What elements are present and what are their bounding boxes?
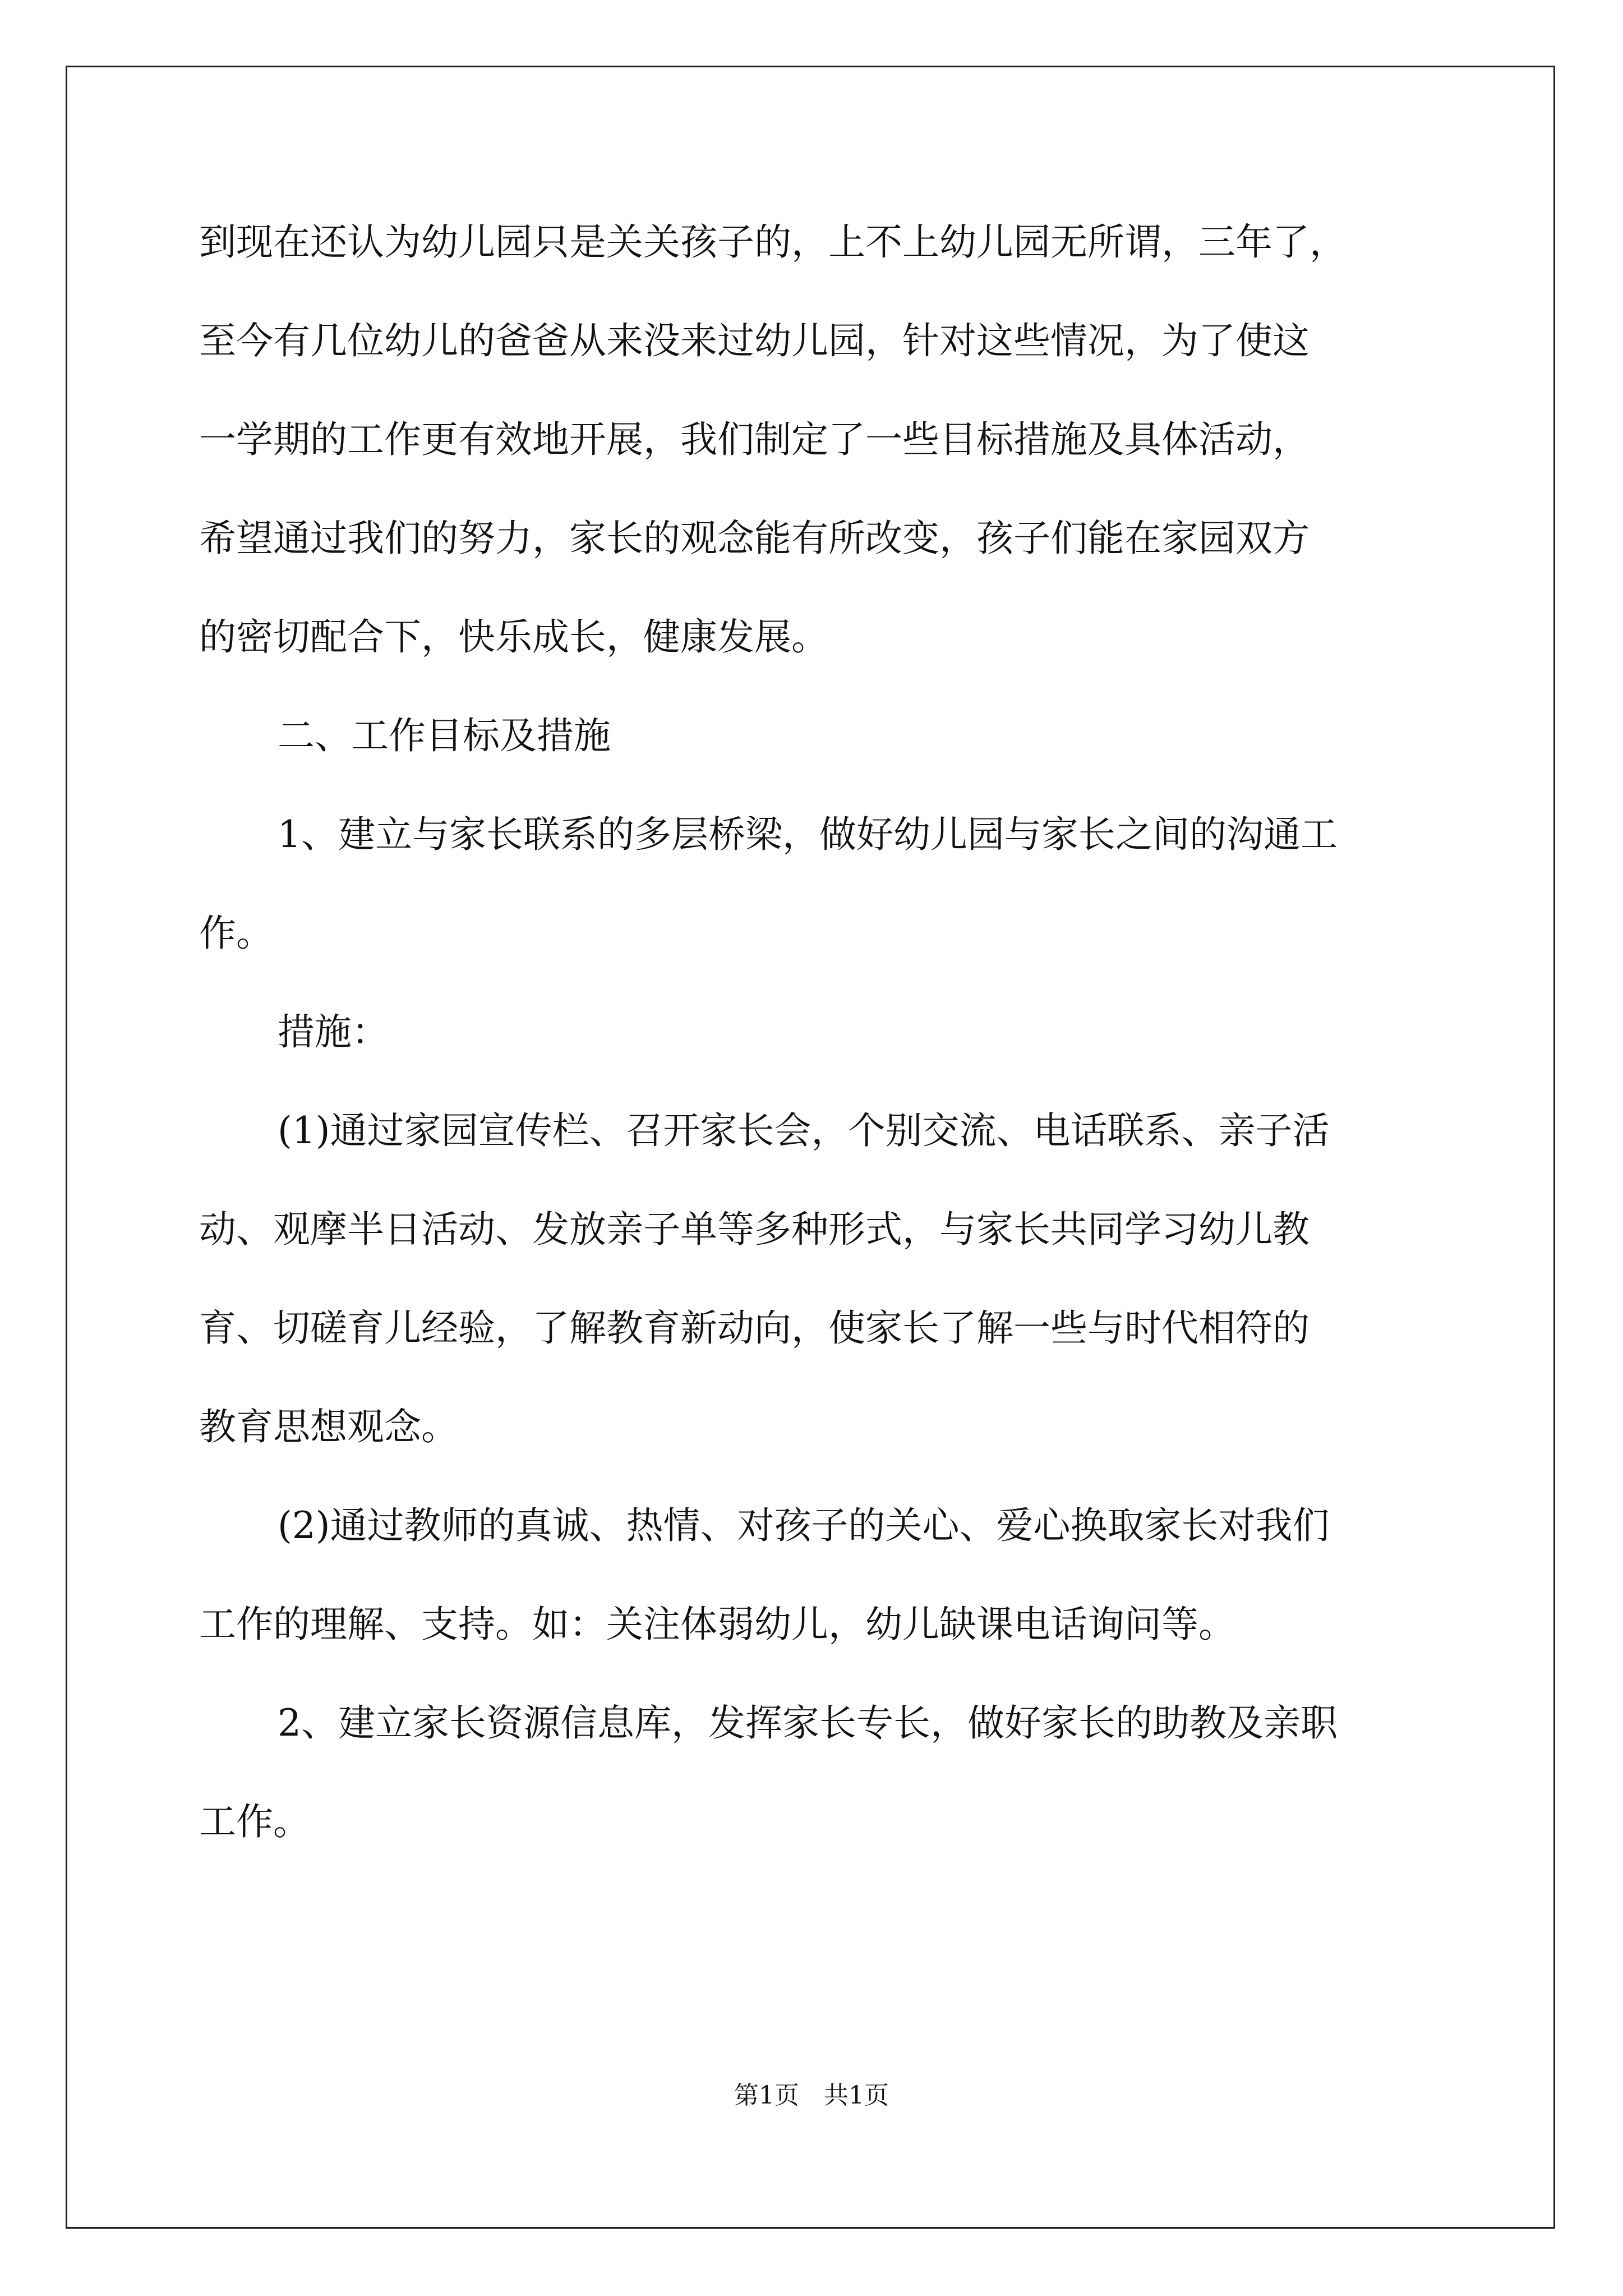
text-line: 的密切配合下，快乐成长，健康发展。 xyxy=(199,615,828,659)
text-line: 希望通过我们的努力，家长的观念能有所改变，孩子们能在家园双方 xyxy=(199,517,1310,560)
section-heading: 二、工作目标及措施 xyxy=(278,714,611,757)
text-line: 动、观摩半日活动、发放亲子单等多种形式，与家长共同学习幼儿教 xyxy=(199,1208,1310,1251)
text-line: 措施： xyxy=(278,1010,389,1053)
text-line: 1、建立与家长联系的多层桥梁，做好幼儿园与家长之间的沟通工 xyxy=(278,813,1338,856)
text-line: 一学期的工作更有效地开展，我们制定了一些目标措施及具体活动， xyxy=(199,418,1310,461)
text-line: 作。 xyxy=(199,912,273,955)
text-line: 2、建立家长资源信息库，发挥家长专长，做好家长的助教及亲职 xyxy=(278,1701,1338,1745)
page-footer xyxy=(0,2079,1623,2113)
text-line: 工作。 xyxy=(199,1800,310,1843)
text-line: 教育思想观念。 xyxy=(199,1405,458,1448)
text-line: 育、切磋育儿经验，了解教育新动向，使家长了解一些与时代相符的 xyxy=(199,1306,1310,1350)
text-line: 到现在还认为幼儿园只是关关孩子的，上不上幼儿园无所谓，三年了， xyxy=(199,220,1347,264)
page-number: 第1页 xyxy=(734,2081,799,2110)
text-line: 工作的理解、支持。如：关注体弱幼儿，幼儿缺课电话询问等。 xyxy=(199,1603,1235,1646)
page-total: 共1页 xyxy=(824,2081,889,2110)
text-line: 至今有几位幼儿的爸爸从来没来过幼儿园，针对这些情况，为了使这 xyxy=(199,319,1310,362)
text-line: (1)通过家园宣传栏、召开家长会，个别交流、电话联系、亲子活 xyxy=(278,1109,1330,1152)
text-line: (2)通过教师的真诚、热情、对孩子的关心、爱心换取家长对我们 xyxy=(278,1504,1330,1547)
